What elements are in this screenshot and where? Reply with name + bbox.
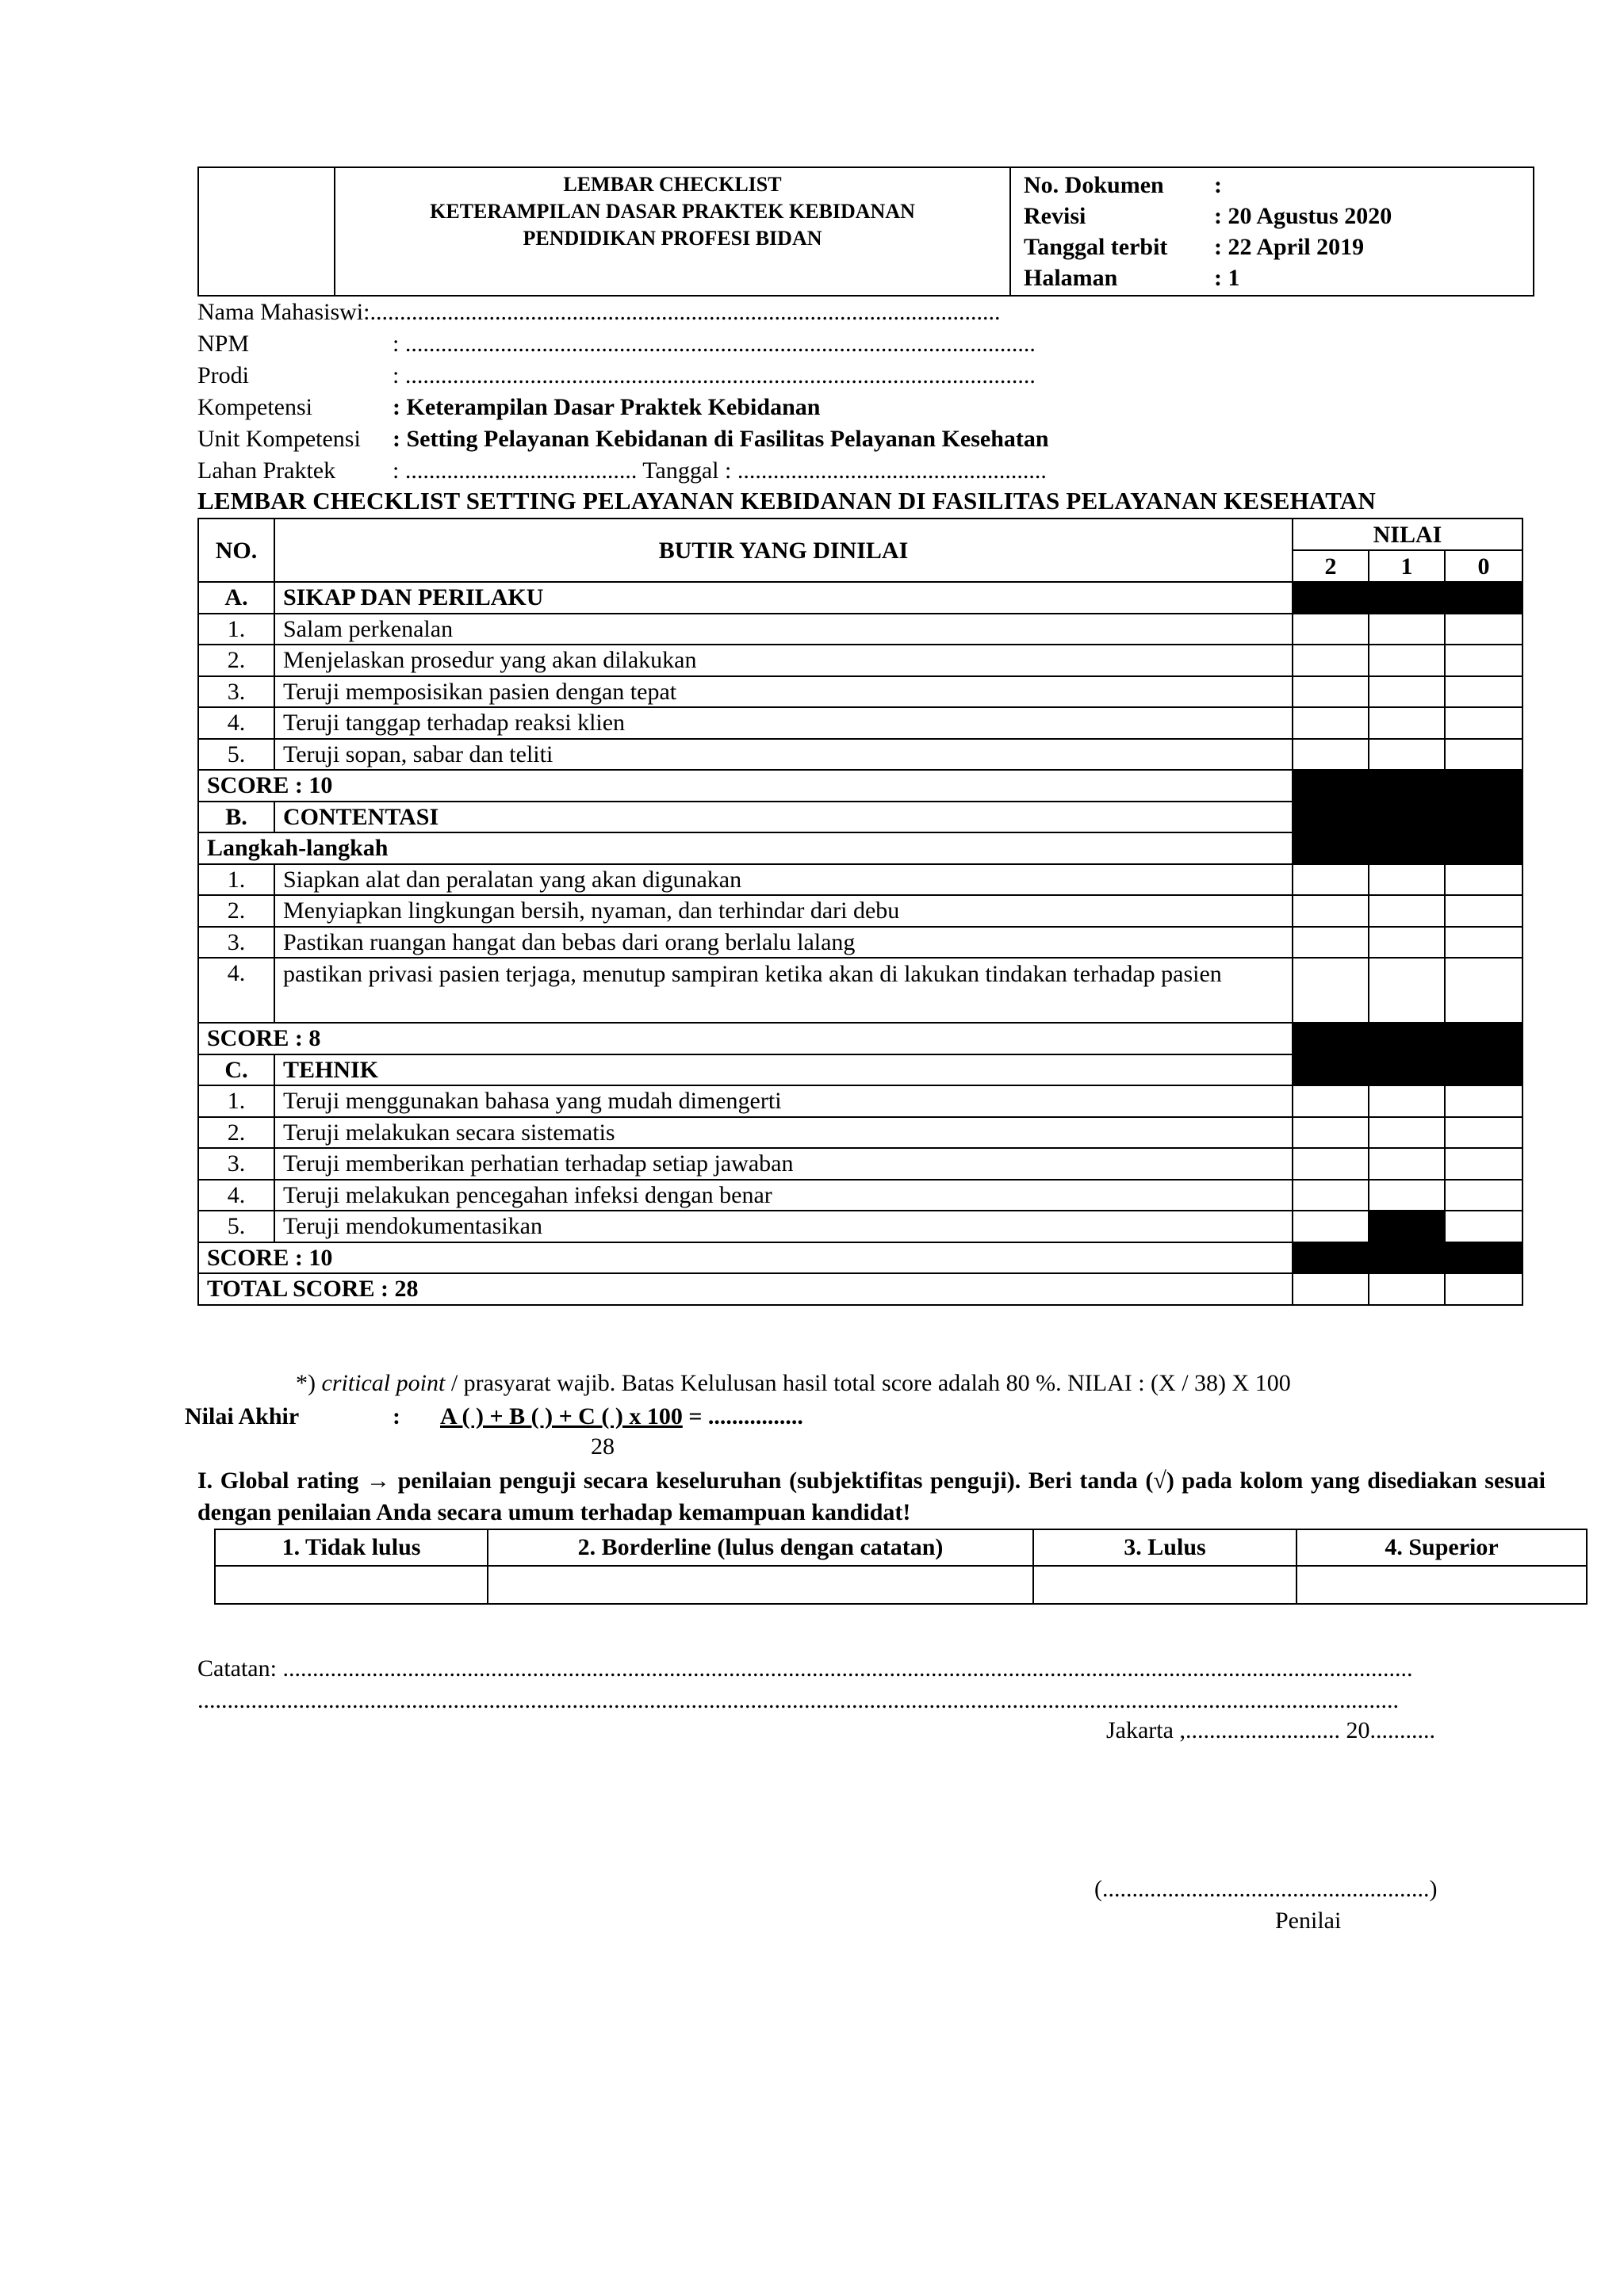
identity-kompetensi: Kompetensi : Keterampilan Dasar Praktek Kebidanan [197, 394, 821, 420]
col-header-score-2: 2 [1293, 550, 1369, 582]
penilai-label: Penilai [1275, 1908, 1342, 1934]
score-cell[interactable] [1445, 707, 1522, 739]
score-cell[interactable] [1445, 864, 1522, 896]
table-row: 2. Menjelaskan prosedur yang akan dilakukan [198, 645, 1522, 676]
table-row: 5. Teruji mendokumentasikan [198, 1211, 1522, 1242]
score-cell[interactable] [1445, 1148, 1522, 1180]
score-cell[interactable] [1293, 645, 1369, 676]
item-text: Teruji melakukan pencegahan infeksi dengan benar [274, 1180, 1293, 1211]
section-header-row: A. SIKAP DAN PERILAKU [198, 582, 1522, 614]
global-rating-instruction: I. Global rating → penilaian penguji secara keseluruhan (subjektifitas penguji). Beri tanda (√) pada kolom yang disediakan sesuai dengan penilaian Anda secara umum terhadap kemampuan kandidat! [197, 1468, 1545, 1525]
score-cell[interactable] [1369, 645, 1445, 676]
item-text: Teruji sopan, sabar dan teliti [274, 739, 1293, 771]
score-cell[interactable] [1369, 676, 1445, 708]
rating-check-cell[interactable] [488, 1566, 1033, 1604]
table-row: 3. Teruji memposisikan pasien dengan tepat [198, 676, 1522, 708]
score-cell[interactable] [1369, 1117, 1445, 1149]
section-score: SCORE : 8 [198, 1023, 1293, 1054]
total-score: TOTAL SCORE : 28 [198, 1273, 1293, 1305]
checklist-title: LEMBAR CHECKLIST SETTING PELAYANAN KEBIDANAN DI FASILITAS PELAYANAN KESEHATAN [197, 487, 1376, 515]
identity-lahan-praktek[interactable]: Lahan Praktek : ....................................... Tanggal : .................................................... [197, 457, 1047, 484]
col-header-item: BUTIR YANG DINILAI [274, 519, 1293, 582]
score-cell[interactable] [1369, 895, 1445, 927]
item-text: Teruji tanggap terhadap reaksi klien [274, 707, 1293, 739]
place-date-line[interactable]: Jakarta ,.......................... 20........... [1106, 1717, 1435, 1743]
header-title-cell [335, 167, 1010, 296]
table-row: 1. Salam perkenalan [198, 614, 1522, 645]
score-cell[interactable] [1369, 614, 1445, 645]
score-row [198, 1023, 1522, 1054]
table-row: 4. Teruji melakukan pencegahan infeksi dengan benar [198, 1180, 1522, 1211]
item-text: Teruji menggunakan bahasa yang mudah dimengerti [274, 1085, 1293, 1117]
score-cell[interactable] [1369, 1273, 1445, 1305]
score-cell[interactable] [1445, 676, 1522, 708]
identity-unit-kompetensi: Unit Kompetensi : Setting Pelayanan Kebidanan di Fasilitas Pelayanan Kesehatan [197, 426, 1049, 452]
doc-info-row: Revisi : 20 Agustus 2020 [1024, 203, 1392, 229]
score-cell[interactable] [1445, 1085, 1522, 1117]
table-row: 2. Menyiapkan lingkungan bersih, nyaman, dan terhindar dari debu [198, 895, 1522, 927]
item-text: Menyiapkan lingkungan bersih, nyaman, dan terhindar dari debu [274, 895, 1293, 927]
score-cell[interactable] [1445, 614, 1522, 645]
nilai-akhir: Nilai Akhir : A ( ) + B ( ) + C ( ) x 100 = ................ [185, 1403, 803, 1429]
rating-tidak-lulus: 1. Tidak lulus [215, 1529, 488, 1566]
score-cell[interactable] [1369, 1085, 1445, 1117]
identity-npm[interactable]: NPM : .......................................................................................................... [197, 331, 1036, 357]
signature-line[interactable]: (.......................................................) [1094, 1876, 1438, 1902]
score-cell[interactable] [1369, 958, 1445, 1023]
score-cell[interactable] [1293, 864, 1369, 896]
section-header-row: C. TEHNIK [198, 1054, 1522, 1086]
score-cell[interactable] [1445, 958, 1522, 1023]
subsection-row [198, 832, 1522, 864]
score-cell[interactable] [1293, 1180, 1369, 1211]
rating-borderline: 2. Borderline (lulus dengan catatan) [488, 1529, 1033, 1566]
item-text: Siapkan alat dan peralatan yang akan digunakan [274, 864, 1293, 896]
identity-prodi[interactable]: Prodi : .......................................................................................................... [197, 362, 1036, 388]
catatan-field[interactable]: Catatan: .............................................................................................................................................................................................. .......................................................................................................................................................................................................... [197, 1655, 1413, 1713]
table-row: 4. pastikan privasi pasien terjaga, menutup sampiran ketika akan di lakukan tindakan terhadap pasien [198, 958, 1522, 1023]
section-title: SIKAP DAN PERILAKU [274, 582, 1293, 614]
score-cell[interactable] [1369, 1180, 1445, 1211]
section-score: SCORE : 10 [198, 770, 1293, 802]
nilai-denominator: 28 [591, 1433, 615, 1460]
checklist-table [197, 518, 1523, 1306]
score-cell[interactable] [1293, 1148, 1369, 1180]
score-cell[interactable] [1445, 1211, 1522, 1242]
table-row: 2. Teruji melakukan secara sistematis [198, 1117, 1522, 1149]
table-row: 3. Teruji memberikan perhatian terhadap setiap jawaban [198, 1148, 1522, 1180]
table-row: 3. Pastikan ruangan hangat dan bebas dari orang berlalu lalang [198, 927, 1522, 959]
table-row: 4. Teruji tanggap terhadap reaksi klien [198, 707, 1522, 739]
score-cell[interactable] [1445, 1180, 1522, 1211]
score-cell[interactable] [1445, 739, 1522, 771]
score-cell[interactable] [1293, 958, 1369, 1023]
score-cell[interactable] [1445, 645, 1522, 676]
header-title-line: LEMBAR CHECKLIST [563, 173, 782, 196]
rating-check-cell[interactable] [215, 1566, 488, 1604]
score-cell[interactable] [1293, 1211, 1369, 1242]
score-cell[interactable] [1369, 707, 1445, 739]
item-text: Teruji memberikan perhatian terhadap setiap jawaban [274, 1148, 1293, 1180]
score-cell[interactable] [1293, 707, 1369, 739]
item-text: Teruji melakukan secara sistematis [274, 1117, 1293, 1149]
score-cell[interactable] [1293, 1273, 1369, 1305]
section-title: TEHNIK [274, 1054, 1293, 1086]
doc-info-row: Halaman : 1 [1024, 265, 1240, 291]
doc-info-row: Tanggal terbit : 22 April 2019 [1024, 234, 1365, 260]
score-cell[interactable] [1293, 1085, 1369, 1117]
rating-check-cell[interactable] [1297, 1566, 1587, 1604]
score-cell[interactable] [1369, 1148, 1445, 1180]
header-title-line: KETERAMPILAN DASAR PRAKTEK KEBIDANAN [430, 200, 915, 223]
item-text: Salam perkenalan [274, 614, 1293, 645]
col-header-score-1: 1 [1369, 550, 1445, 582]
score-cell[interactable] [1293, 927, 1369, 959]
rating-superior: 4. Superior [1297, 1529, 1587, 1566]
header-title-line: PENDIDIKAN PROFESI BIDAN [523, 227, 822, 250]
logo-cell [198, 167, 335, 296]
col-header-no: NO. [198, 519, 274, 582]
rating-check-cell[interactable] [1033, 1566, 1297, 1604]
score-cell[interactable] [1445, 1117, 1522, 1149]
table-row: 1. Teruji menggunakan bahasa yang mudah dimengerti [198, 1085, 1522, 1117]
doc-info-cell [1010, 167, 1534, 296]
section-header-row: B. CONTENTASI [198, 802, 1522, 833]
score-cell[interactable] [1369, 927, 1445, 959]
item-text: Pastikan ruangan hangat dan bebas dari orang berlalu lalang [274, 927, 1293, 959]
table-row: 1. Siapkan alat dan peralatan yang akan digunakan [198, 864, 1522, 896]
item-text: Teruji mendokumentasikan [274, 1211, 1293, 1242]
score-cell[interactable] [1293, 676, 1369, 708]
score-row [198, 1242, 1522, 1274]
rating-lulus: 3. Lulus [1033, 1529, 1297, 1566]
score-cell[interactable] [1293, 1117, 1369, 1149]
section-title: CONTENTASI [274, 802, 1293, 833]
document-header-table [197, 166, 1534, 297]
doc-info-row: No. Dokumen : [1024, 172, 1222, 198]
score-cell[interactable] [1369, 739, 1445, 771]
score-cell[interactable] [1445, 927, 1522, 959]
score-cell[interactable] [1369, 864, 1445, 896]
score-cell[interactable] [1293, 614, 1369, 645]
score-cell[interactable] [1445, 895, 1522, 927]
score-cell[interactable] [1293, 895, 1369, 927]
col-header-nilai: NILAI [1293, 519, 1522, 550]
score-row [198, 770, 1522, 802]
col-header-score-0: 0 [1445, 550, 1522, 582]
section-subtitle: Langkah-langkah [198, 832, 1293, 864]
identity-nama[interactable]: Nama Mahasiswi:.......................................................................................................... [197, 299, 1001, 325]
item-text: Menjelaskan prosedur yang akan dilakukan [274, 645, 1293, 676]
item-text: Teruji memposisikan pasien dengan tepat [274, 676, 1293, 708]
item-text: pastikan privasi pasien terjaga, menutup sampiran ketika akan di lakukan tindakan terhadap pasien [274, 958, 1293, 1023]
score-cell[interactable] [1445, 1273, 1522, 1305]
section-score: SCORE : 10 [198, 1242, 1293, 1274]
score-cell[interactable] [1293, 739, 1369, 771]
total-row [198, 1273, 1522, 1305]
table-row: 5. Teruji sopan, sabar dan teliti [198, 739, 1522, 771]
score-cell-blocked [1369, 1211, 1445, 1242]
global-rating-table [214, 1529, 1588, 1605]
critical-point-note: *) critical point / prasyarat wajib. Batas Kelulusan hasil total score adalah 80 %. NILAI : (X / 38) X 100 [296, 1370, 1291, 1396]
